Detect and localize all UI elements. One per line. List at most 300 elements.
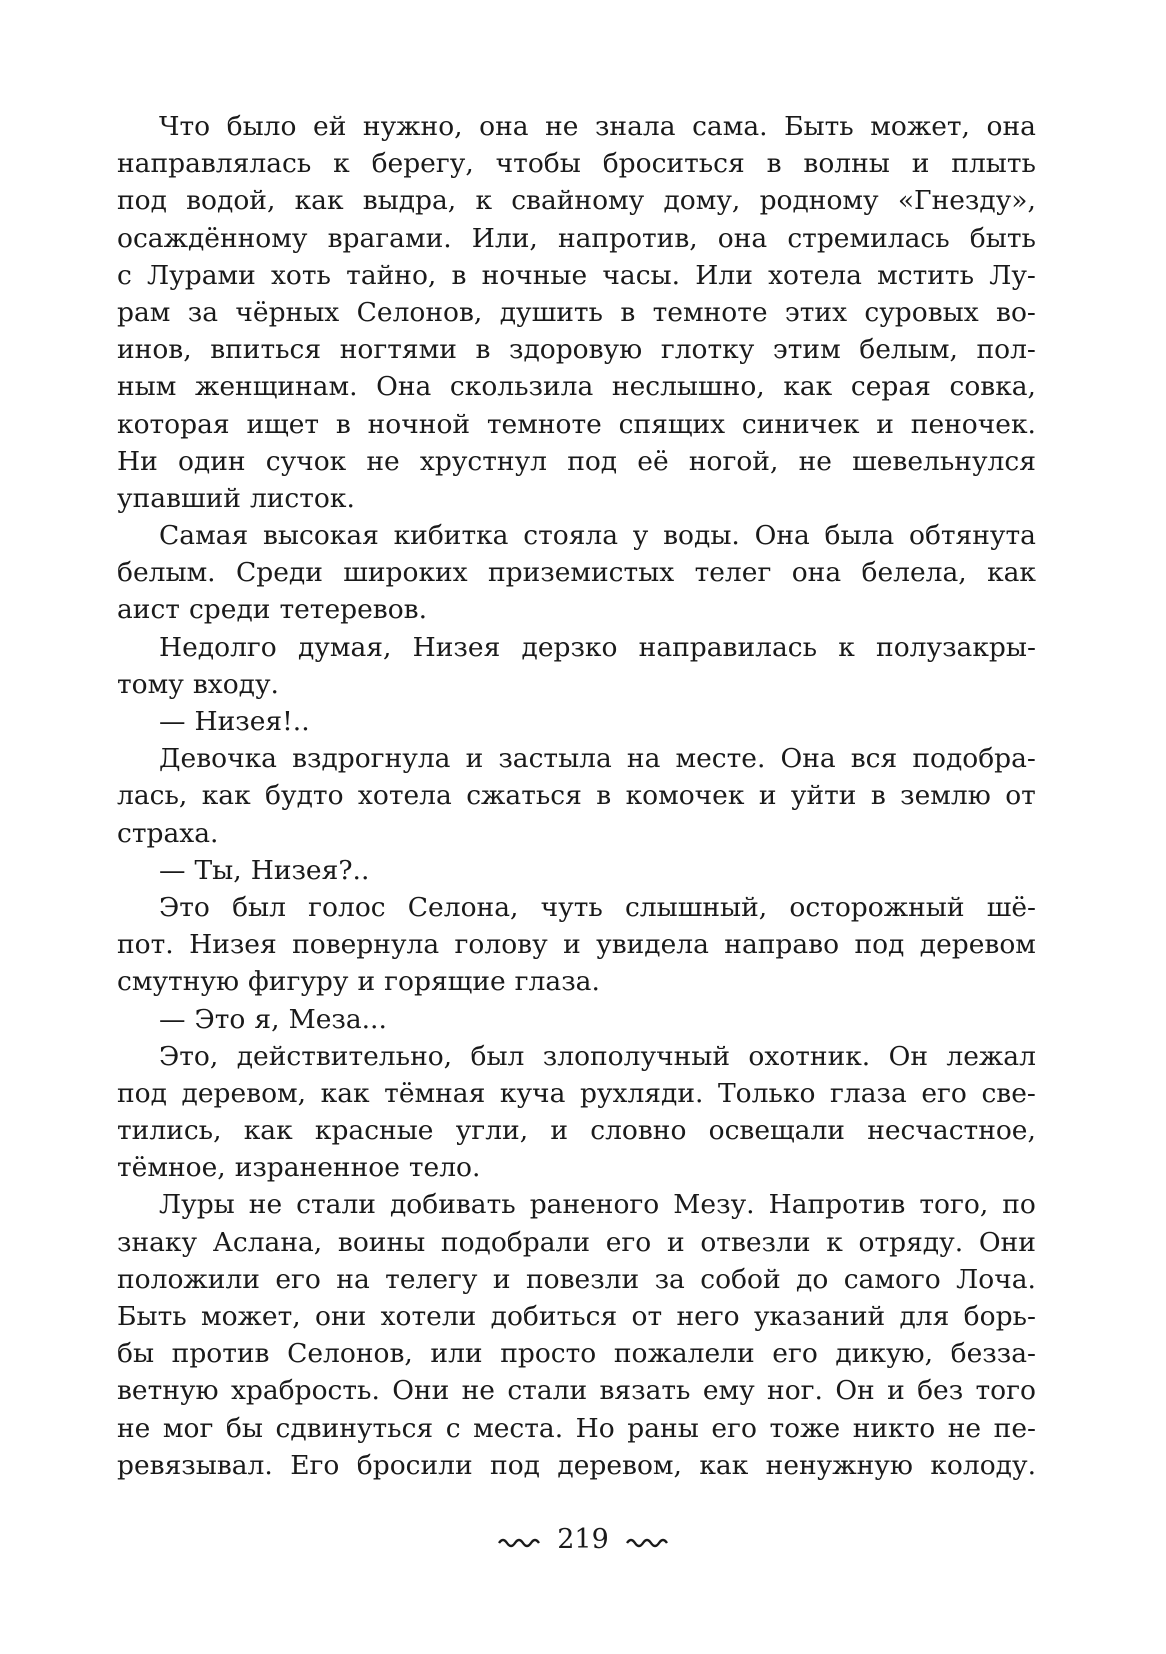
word: комочек <box>625 780 745 812</box>
word: колоду. <box>930 1449 1036 1481</box>
text-line <box>117 1410 1036 1447</box>
word: тетеревов. <box>279 594 427 626</box>
word: как <box>294 185 344 217</box>
word: и <box>357 966 376 998</box>
word: в <box>766 148 782 180</box>
word: подобрали <box>440 1226 591 1258</box>
word: родному <box>759 185 879 217</box>
word: воды. <box>663 520 740 552</box>
word: деревом <box>919 929 1036 961</box>
word: ным <box>117 371 177 403</box>
text-line <box>117 145 1036 182</box>
word: и <box>492 1263 511 1295</box>
word: как <box>987 557 1036 589</box>
word: бы <box>225 1412 263 1444</box>
text-line <box>117 1112 1036 1149</box>
word: женщинам. <box>194 371 358 403</box>
word: голову <box>454 929 548 961</box>
word: этих <box>784 296 848 328</box>
word: Лурами <box>147 259 256 291</box>
word: по <box>1002 1189 1036 1221</box>
word: совка, <box>949 371 1036 403</box>
text-line <box>117 331 1036 368</box>
word: стояла <box>523 520 619 552</box>
word: красные <box>314 1115 434 1147</box>
word: в <box>620 296 636 328</box>
word: тёмное, <box>117 1152 226 1184</box>
word: повезли <box>526 1263 640 1295</box>
word: стали <box>296 1189 376 1221</box>
word: глаза. <box>514 966 600 998</box>
word: Низея <box>189 929 277 961</box>
word: сучок <box>265 445 347 477</box>
word: волны <box>803 148 890 180</box>
word: за <box>187 296 219 328</box>
word: Лу- <box>989 259 1036 291</box>
word: свайному <box>511 185 645 217</box>
text-line <box>117 182 1036 219</box>
word: как <box>201 780 251 812</box>
text-line <box>117 777 1036 814</box>
word: тому <box>117 668 184 700</box>
word: Это <box>194 1003 246 1035</box>
text-line <box>117 1075 1036 1112</box>
word: сжаться <box>466 780 582 812</box>
word: места. <box>473 1412 564 1444</box>
text-line <box>117 1149 1036 1186</box>
word: берегу, <box>371 148 474 180</box>
word: тоже <box>769 1412 841 1444</box>
word: как <box>783 371 833 403</box>
word: Это <box>159 891 210 923</box>
word: Среди <box>235 557 323 589</box>
word: Луры <box>159 1189 235 1221</box>
word: аист <box>117 594 180 626</box>
word: действительно, <box>236 1040 453 1072</box>
word: чуть <box>540 891 603 923</box>
word: Девочка <box>159 743 277 775</box>
word: вздрогнула <box>292 743 451 775</box>
word: бы <box>117 1338 155 1370</box>
word: его <box>711 1412 757 1444</box>
word: в <box>475 334 491 366</box>
word: синичек <box>741 408 860 440</box>
word: слышный, <box>624 891 768 923</box>
word: на <box>336 1263 370 1295</box>
word: ему <box>702 1375 755 1407</box>
word: было <box>226 111 297 142</box>
word: она <box>986 111 1036 142</box>
word: и <box>911 148 930 180</box>
word: Быть <box>117 1301 187 1332</box>
word: его <box>605 1226 652 1258</box>
word: Они <box>978 1226 1036 1258</box>
word: под <box>854 929 905 961</box>
word: дерзко <box>521 631 618 663</box>
word: Он <box>888 1040 929 1072</box>
word: кибитка <box>393 520 509 552</box>
word: пе- <box>993 1412 1036 1444</box>
word: упавший <box>117 482 241 514</box>
word: дикую, <box>835 1338 934 1370</box>
text-line <box>117 1038 1036 1075</box>
text-line <box>117 406 1036 443</box>
word: направо <box>724 929 840 961</box>
text-line <box>117 926 1036 963</box>
word: отвезли <box>700 1226 811 1258</box>
word: воины <box>337 1226 426 1258</box>
word: ищет <box>246 408 320 440</box>
page-footer <box>0 1520 1166 1560</box>
word: Он <box>835 1375 875 1407</box>
word: Она <box>754 520 810 552</box>
word: — <box>159 854 186 886</box>
word: один <box>177 445 246 477</box>
word: шевельнулся <box>852 445 1036 477</box>
word: телегу <box>385 1263 478 1295</box>
word: серая <box>850 371 931 403</box>
word: Низея?.. <box>250 854 370 886</box>
word: тело. <box>408 1152 481 1184</box>
word: не <box>248 1189 283 1221</box>
word: Ни <box>117 445 158 477</box>
word: они <box>315 1301 367 1332</box>
word: у <box>632 520 649 552</box>
word: врагами. <box>327 222 452 254</box>
word: для <box>899 1301 950 1332</box>
word: стремилась <box>787 222 950 254</box>
text-body <box>117 108 1036 1484</box>
text-line <box>117 294 1036 331</box>
text-line <box>117 1372 1036 1409</box>
word: Но <box>575 1412 615 1444</box>
word: быть <box>969 222 1036 254</box>
word: белым, <box>859 334 958 366</box>
word: не <box>461 1375 495 1407</box>
text-line <box>117 815 1036 852</box>
word: Ты, <box>194 854 242 886</box>
word: хоть <box>270 259 331 291</box>
word: того <box>975 1375 1036 1407</box>
word: его <box>772 1338 818 1370</box>
left-wave-ornament-icon <box>497 1534 541 1548</box>
word: тились, <box>117 1115 222 1147</box>
word: этим <box>772 334 841 366</box>
page-number: 219 <box>557 1524 609 1555</box>
word: ненужную <box>765 1449 913 1481</box>
word: сдвинуться <box>275 1412 434 1444</box>
word: рухляди. <box>579 1077 704 1109</box>
word: него <box>676 1301 740 1332</box>
word: борь- <box>963 1301 1036 1332</box>
word: ветную <box>117 1375 219 1407</box>
word: не <box>545 111 579 142</box>
word: Или <box>695 259 753 291</box>
word: хотела <box>768 259 862 291</box>
word: темноте <box>486 408 602 440</box>
word: глотку <box>660 334 755 366</box>
word: того, <box>919 1189 989 1221</box>
word: его <box>275 1263 321 1295</box>
word: рам <box>117 296 171 328</box>
text-line <box>117 889 1036 926</box>
word: чтобы <box>495 148 581 180</box>
text-line <box>117 740 1036 777</box>
word: и <box>550 1115 569 1147</box>
word: Напротив <box>768 1189 906 1221</box>
word: лась, <box>117 780 188 812</box>
word: к <box>826 1226 843 1258</box>
word: Селонов, <box>287 1338 413 1370</box>
text-line <box>117 1335 1036 1372</box>
word: среди <box>188 594 271 626</box>
word: был <box>470 1040 525 1072</box>
word: Меза... <box>288 1003 387 1035</box>
word: и <box>876 408 894 440</box>
word: ей <box>313 111 347 142</box>
word: осторожный <box>789 891 965 923</box>
word: све- <box>981 1077 1036 1109</box>
text-line <box>117 108 1036 145</box>
word: и <box>465 743 484 775</box>
word: пожалели <box>613 1338 755 1370</box>
word: как <box>243 1115 293 1147</box>
word: будто <box>265 780 344 812</box>
word: положили <box>117 1263 260 1295</box>
word: охотник. <box>748 1040 871 1072</box>
word: до <box>796 1263 829 1295</box>
word: «Гнезду», <box>897 185 1036 217</box>
word: хрустнул <box>419 445 548 477</box>
text-line <box>117 443 1036 480</box>
word: темноте <box>652 296 768 328</box>
word: Лоча. <box>956 1263 1036 1295</box>
word: горящие <box>384 966 506 998</box>
word: ногой, <box>688 445 779 477</box>
word: без <box>917 1375 964 1407</box>
word: не <box>798 445 832 477</box>
word: — <box>159 1003 186 1035</box>
word: Недолго <box>159 631 277 663</box>
word: указаний <box>753 1301 886 1332</box>
word: белым. <box>117 557 216 589</box>
word: приземистых <box>487 557 675 589</box>
word: против <box>171 1338 270 1370</box>
word: Мезу. <box>673 1189 755 1221</box>
word: входу. <box>192 668 279 700</box>
word: сама. <box>692 111 768 142</box>
word: угли, <box>455 1115 529 1147</box>
word: хотели <box>380 1301 477 1332</box>
word: месте. <box>675 743 766 775</box>
word: стали <box>507 1375 588 1407</box>
word: Или, <box>471 222 538 254</box>
word: несчастное, <box>867 1115 1036 1147</box>
word: был <box>232 891 286 923</box>
word: нужно, <box>362 111 463 142</box>
word: его <box>921 1077 967 1109</box>
word: выдра, <box>362 185 457 217</box>
word: шё- <box>986 891 1036 923</box>
word: направилась <box>638 631 818 663</box>
text-line <box>117 554 1036 591</box>
word: израненное <box>234 1152 400 1184</box>
word: добиться <box>490 1301 618 1332</box>
word: высокая <box>262 520 379 552</box>
word: злополучный <box>542 1040 731 1072</box>
word: отряду. <box>858 1226 964 1258</box>
word: широких <box>343 557 468 589</box>
word: под <box>490 1449 540 1481</box>
text-line <box>117 220 1036 257</box>
word: не <box>366 445 400 477</box>
word: Селона, <box>407 891 519 923</box>
word: которая <box>117 408 230 440</box>
text-line <box>117 368 1036 405</box>
word: под <box>117 1077 167 1109</box>
text-line <box>117 1261 1036 1298</box>
text-line <box>117 1186 1036 1223</box>
word: никто <box>852 1412 936 1444</box>
word: собой <box>700 1263 781 1295</box>
word: ревязывал. <box>117 1449 273 1481</box>
text-line <box>117 629 1036 666</box>
word: душить <box>499 296 603 328</box>
word: смутную <box>117 966 240 998</box>
word: с <box>117 259 132 291</box>
word: Быть <box>784 111 854 142</box>
text-line <box>117 1298 1036 1335</box>
word: ночной <box>367 408 471 440</box>
text-line <box>117 1224 1036 1261</box>
word: к <box>333 148 350 180</box>
word: за <box>654 1263 685 1295</box>
word: чёрных <box>235 296 340 328</box>
word: просто <box>500 1338 597 1370</box>
word: листок. <box>249 482 355 514</box>
word: Низея <box>412 631 501 663</box>
word: Низея!.. <box>194 706 310 737</box>
word: тайно, <box>346 259 437 291</box>
word: не <box>947 1412 982 1444</box>
text-line <box>117 852 1036 889</box>
word: подобра- <box>912 743 1036 775</box>
word: под <box>117 185 167 217</box>
text-line <box>117 963 1036 1000</box>
word: направлялась <box>117 148 312 180</box>
word: лежал <box>946 1040 1036 1072</box>
word: деревом, <box>557 1449 682 1481</box>
word: белела, <box>861 557 967 589</box>
word: раны <box>627 1412 699 1444</box>
word: часы. <box>602 259 681 291</box>
word: повернула <box>292 929 440 961</box>
word: — <box>159 706 186 737</box>
word: глаза <box>830 1077 907 1109</box>
word: бросили <box>356 1449 473 1481</box>
word: с <box>445 1412 461 1444</box>
word: во- <box>996 296 1036 328</box>
word: в <box>596 780 612 812</box>
word: раненого <box>529 1189 660 1221</box>
word: напротив, <box>557 222 698 254</box>
word: впиться <box>210 334 322 366</box>
word: или <box>430 1338 483 1370</box>
word: тёмная <box>384 1077 486 1109</box>
word: водой, <box>186 185 276 217</box>
word: телег <box>694 557 772 589</box>
word: знала <box>594 111 676 142</box>
text-line <box>117 703 1036 740</box>
word: обтянута <box>908 520 1036 552</box>
word: была <box>824 520 895 552</box>
word: полузакры- <box>876 631 1036 663</box>
word: Она <box>376 371 432 403</box>
word: как <box>699 1449 749 1481</box>
word: инов, <box>117 334 192 366</box>
word: Самая <box>159 520 249 552</box>
word: уйти <box>790 780 857 812</box>
word: мстить <box>877 259 975 291</box>
text-line <box>117 517 1036 554</box>
word: думая, <box>297 631 392 663</box>
word: ночные <box>481 259 588 291</box>
word: страха. <box>117 817 219 849</box>
text-line <box>117 666 1036 703</box>
text-line <box>117 591 1036 628</box>
text-line <box>117 1447 1036 1484</box>
word: и <box>887 1375 905 1407</box>
text-line <box>117 257 1036 294</box>
word: Селонов, <box>356 296 483 328</box>
word: и <box>758 780 777 812</box>
word: спящих <box>618 408 726 440</box>
word: самого <box>843 1263 941 1295</box>
word: неслышно, <box>611 371 765 403</box>
word: хотела <box>357 780 452 812</box>
word: осаждённому <box>117 222 308 254</box>
word: она <box>479 111 529 142</box>
word: Что <box>159 111 211 142</box>
word: к <box>838 631 855 663</box>
word: может, <box>200 1301 301 1332</box>
word: безза- <box>950 1338 1036 1370</box>
word: в <box>335 408 351 440</box>
word: куча <box>499 1077 566 1109</box>
word: Его <box>290 1449 340 1481</box>
word: здоровую <box>508 334 643 366</box>
text-line <box>117 1001 1036 1038</box>
word: вязать <box>599 1375 691 1407</box>
right-wave-ornament-icon <box>625 1534 669 1548</box>
word: от <box>631 1301 663 1332</box>
word: увидела <box>596 929 709 961</box>
word: знаку <box>117 1226 198 1258</box>
word: броситься <box>602 148 745 180</box>
word: может, <box>870 111 970 142</box>
word: вся <box>850 743 898 775</box>
word: дому, <box>663 185 741 217</box>
word: храбрость. <box>230 1375 380 1407</box>
word: пот. <box>117 929 174 961</box>
word: освещали <box>708 1115 845 1147</box>
word: как <box>320 1077 370 1109</box>
word: на <box>626 743 661 775</box>
word: скользила <box>449 371 594 403</box>
word: Только <box>718 1077 816 1109</box>
word: Это, <box>159 1040 219 1072</box>
word: Аслана, <box>212 1226 323 1258</box>
